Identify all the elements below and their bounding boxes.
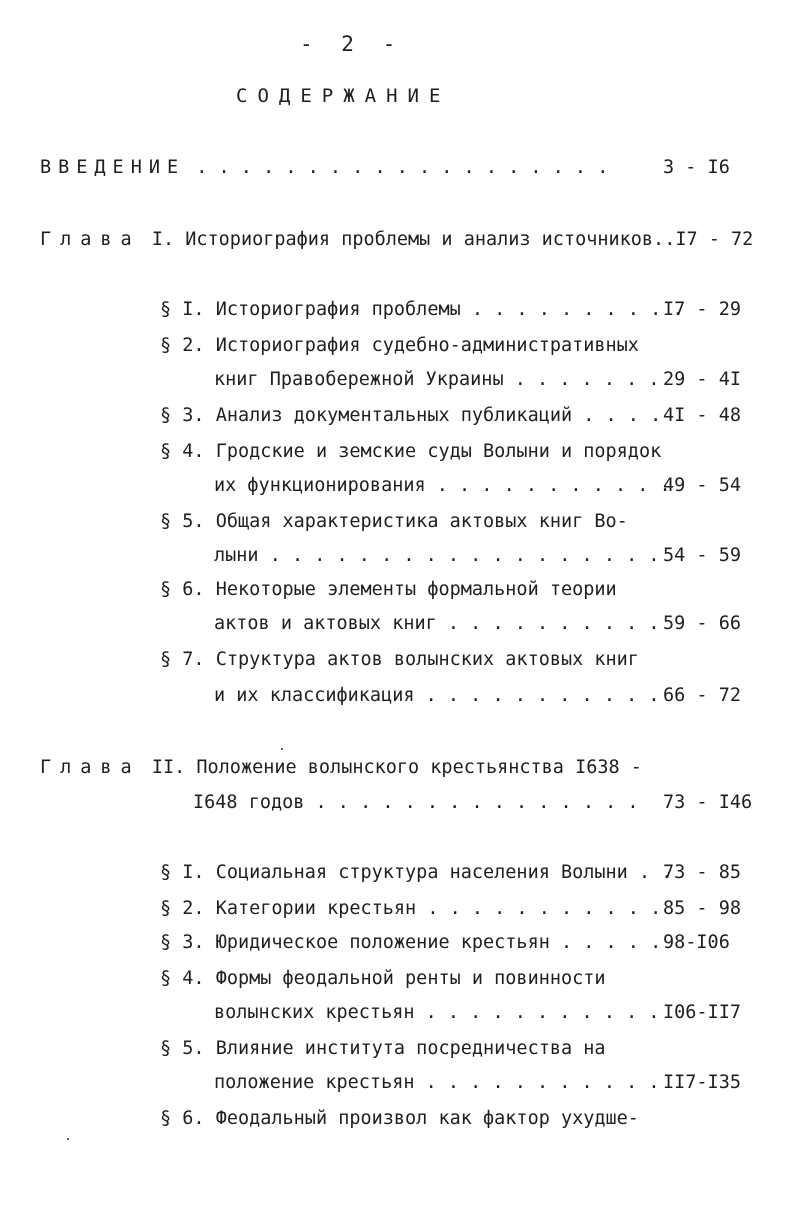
toc-entry-intro bbox=[40, 156, 608, 180]
toc-entry-title: ВВЕДЕНИЕ bbox=[40, 157, 186, 178]
toc-section-pages: 59 - 66 bbox=[663, 613, 741, 634]
toc-section: § I. Историография проблемы . . . . . . . . . . bbox=[160, 299, 684, 320]
toc-section: § 3. Юридическое положение крестьян . . . . . bbox=[160, 932, 662, 953]
page-number: - 2 - bbox=[300, 32, 404, 56]
toc-leader: . . . . . . . . . . . . . . . . . . . bbox=[185, 157, 609, 178]
chapter-word: Глава bbox=[40, 757, 141, 778]
toc-section-pages: I7 - 29 bbox=[663, 299, 741, 320]
chapter-title: II. Положение волынского крестьянства I638 - bbox=[151, 757, 642, 778]
toc-section-pages: 29 - 4I bbox=[663, 369, 741, 390]
toc-section-pages: I06-II7 bbox=[663, 1002, 741, 1023]
toc-section-pages: 98-I06 bbox=[663, 932, 730, 953]
toc-chapter-pages: 73 - I46 bbox=[663, 792, 753, 813]
chapter-word: Глава bbox=[40, 229, 141, 250]
toc-section-continuation: и их классификация . . . . . . . . . . . bbox=[214, 685, 660, 706]
toc-section: § 3. Анализ документальных публикаций . . . . bbox=[160, 405, 662, 426]
chapter-title: I. Историография проблемы и анализ источников..I7 - 72 bbox=[151, 229, 754, 250]
toc-section: § 2. Историография судебно-административных bbox=[160, 335, 639, 356]
toc-entry-pages: 3 - I6 bbox=[663, 157, 730, 178]
toc-section: § I. Социальная структура населения Волыни . . bbox=[160, 862, 673, 883]
toc-section-continuation: положение крестьян . . . . . . . . . . . bbox=[214, 1072, 660, 1093]
toc-section: § 5. Влияние института посредничества на bbox=[160, 1038, 606, 1059]
toc-section: § 6. Феодальный произвол как фактор ухудше- bbox=[160, 1108, 639, 1129]
toc-section-continuation: актов и актовых книг . . . . . . . . . . bbox=[214, 613, 660, 634]
scan-speck bbox=[67, 1138, 69, 1140]
toc-chapter-1 bbox=[40, 228, 753, 252]
toc-section-continuation: лыни . . . . . . . . . . . . . . . . . . bbox=[214, 545, 660, 566]
toc-section-pages: 4I - 48 bbox=[663, 405, 741, 426]
toc-chapter-2 bbox=[40, 756, 642, 780]
toc-section-pages: 49 - 54 bbox=[663, 475, 741, 496]
toc-section-continuation: книг Правобережной Украины . . . . . . . bbox=[214, 369, 660, 390]
toc-section-continuation: их функционирования . . . . . . . . . . . bbox=[214, 475, 671, 496]
scan-speck bbox=[281, 748, 283, 750]
toc-section: § 7. Структура актов волынских актовых книг bbox=[160, 649, 639, 670]
toc-section: § 4. Гродские и земские суды Волыни и порядок bbox=[160, 441, 662, 462]
toc-section-pages: II7-I35 bbox=[663, 1072, 741, 1093]
toc-section: § 6. Некоторые элементы формальной теории bbox=[160, 579, 617, 600]
toc-section: § 2. Категории крестьян . . . . . . . . . . . bbox=[160, 898, 662, 919]
toc-section-pages: 66 - 72 bbox=[663, 685, 741, 706]
toc-section-pages: 85 - 98 bbox=[663, 898, 741, 919]
toc-section: § 5. Общая характеристика актовых книг Во- bbox=[160, 511, 628, 532]
toc-section: § 4. Формы феодальной ренты и повинности bbox=[160, 968, 606, 989]
toc-chapter-continuation: I648 годов . . . . . . . . . . . . . . . bbox=[193, 792, 639, 813]
toc-section-pages: 54 - 59 bbox=[663, 545, 741, 566]
toc-section-continuation: волынских крестьян . . . . . . . . . . . bbox=[214, 1002, 660, 1023]
toc-section-pages: 73 - 85 bbox=[663, 862, 741, 883]
page-title: СОДЕРЖАНИЕ bbox=[236, 85, 451, 107]
